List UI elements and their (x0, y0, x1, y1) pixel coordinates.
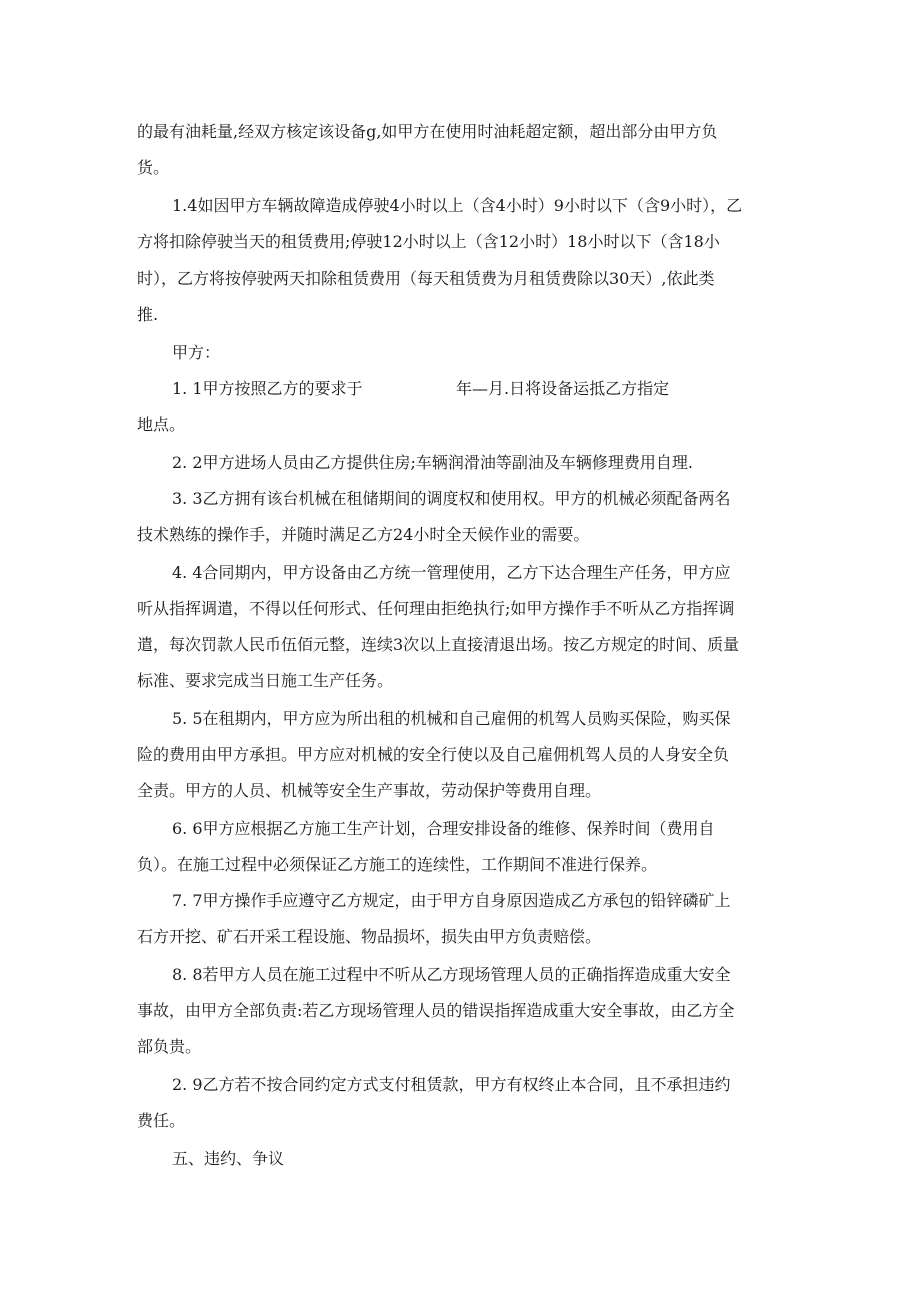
text-line: 负）。在施工过程中必须保证乙方施工的连续性，工作期间不准进行保养。 (137, 855, 658, 874)
text-line: 5. 5在租期内，甲方应为所出租的机械和自己雇佣的机驾人员购买保险，购买保 (172, 709, 731, 728)
text-line: 1.4如因甲方车辆故障造成停驶4小时以上（含4小时）9小时以下（含9小时），乙 (172, 196, 743, 215)
text-line: 的最有油耗量,经双方核定该设备g,如甲方在使用时油耗超定额，超出部分由甲方负 (137, 122, 718, 141)
text-line: 1. 1甲方按照乙方的要求于 (172, 379, 363, 398)
text-line: 费任。 (137, 1111, 186, 1130)
text-line: 全责。甲方的人员、机械等安全生产事故，劳动保护等费用自理。 (137, 781, 602, 800)
text-line: 4. 4合同期内，甲方设备由乙方统一管理使用，乙方下达合理生产任务，甲方应 (172, 563, 731, 582)
text-line: 7. 7甲方操作手应遵守乙方规定，由于甲方自身原因造成乙方承包的铅锌磷矿上 (172, 891, 731, 910)
text-line: 方将扣除停驶当天的租赁费用;停驶12小时以上（含12小时）18小时以下（含18小 (137, 232, 720, 251)
text-line: 货。 (137, 158, 170, 177)
text-line: 时），乙方将按停驶两天扣除租赁费用（每天租赁费为月租赁费除以30天）,依此类 (137, 269, 715, 288)
text-line: 6. 6甲方应根据乙方施工生产计划，合理安排设备的维修、保养时间（费用自 (172, 819, 715, 838)
text-line: 石方开挖、矿石开采工程设施、物品损坏，损失由甲方负责赔偿。 (137, 927, 602, 946)
text-line: 3. 3乙方拥有该台机械在租储期间的调度权和使用权。甲方的机械必须配备两名 (172, 489, 731, 508)
text-line: 险的费用由甲方承担。甲方应对机械的安全行使以及自己雇佣机驾人员的人身安全负 (137, 745, 730, 764)
text-line: 技术熟练的操作手，并随时满足乙方24小时全天候作业的需要。 (137, 525, 590, 544)
text-line: 2. 9乙方若不按合同约定方式支付租赁款，甲方有权终止本合同，且不承担违约 (172, 1075, 731, 1094)
text-line: 2. 2甲方进场人员由乙方提供住房;车辆润滑油等副油及车辆修理费用自理. (172, 453, 694, 472)
text-line: 遣，每次罚款人民币伍佰元整，连续3次以上直接清退出场。按乙方规定的时间、质量 (137, 635, 740, 654)
text-line: 事故，由甲方全部负责:若乙方现场管理人员的错误指挥造成重大安全事故，由乙方全 (137, 1001, 735, 1020)
text-line: 8. 8若甲方人员在施工过程中不听从乙方现场管理人员的正确指挥造成重大安全 (172, 965, 731, 984)
section-heading: 五、违约、争议 (172, 1149, 285, 1168)
text-line: 标准、要求完成当日施工生产任务。 (137, 671, 394, 690)
text-line: 地点。 (137, 415, 186, 434)
text-line: 年—月.日将设备运抵乙方指定 (456, 379, 670, 398)
text-line: 推. (137, 305, 159, 324)
section-heading: 甲方： (172, 343, 221, 362)
text-line: 部负贵。 (137, 1037, 202, 1056)
text-line: 听从指挥调遣，不得以任何形式、任何理由拒绝执行;如甲方操作手不听从乙方指挥调 (137, 599, 735, 618)
